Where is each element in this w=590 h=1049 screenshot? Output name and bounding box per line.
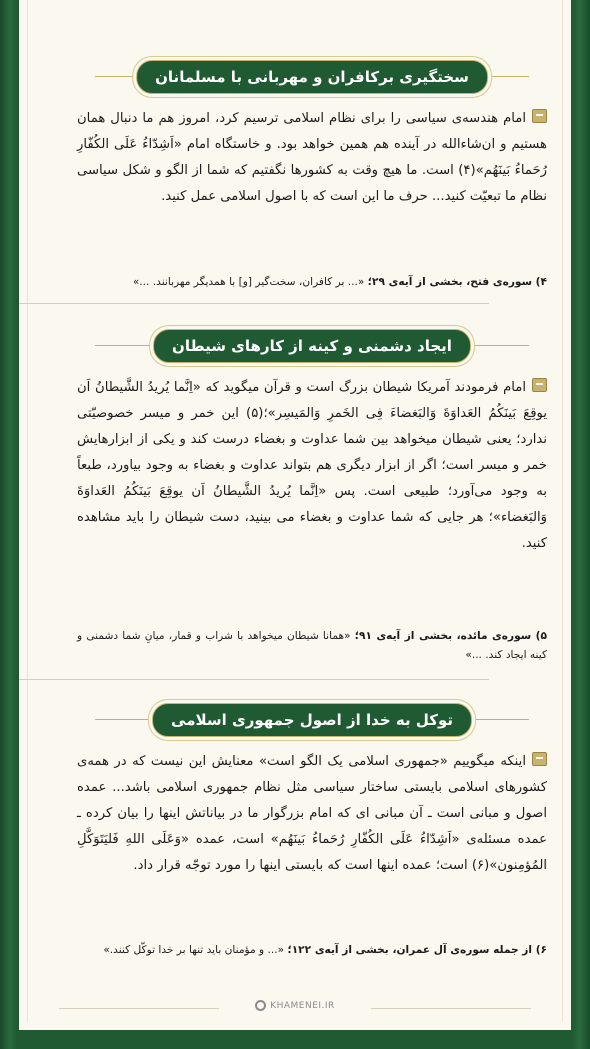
- section-2-text: امام فرمودند آمریکا شیطان بزرگ است و قرآن میگوید که «اِنَّما یُریدُ الشَّیطانُ اَن یوقِعَ بَینَکُمُ العَداوَةَ وَالبَغضاءَ فِی الخَمرِ وَالمَیسِر»؛(۵) این خمر و میسر خصوصیّتی ندارد؛ یعنی شیطان میخواهد بین شما عداوت و بغضاء درست کند و یکی از ابزارهایش خمر و میسر است؛ اگر از ابزار دیگری هم بتواند عداوت و بغضاء به وجود بیاورد، طبعاً به وجود می‌آورد؛ طبیعی است. پس «اِنَّما یُریدُ الشَّیطانُ اَن یوقِعَ بَینَکُمُ العَداوَةَ وَالبَغضاء»؛ هر جایی که شما عداوت و بغضاء می بینید، دست شیطان را باید مشاهده کنید.: [77, 380, 547, 551]
- khamenei-logo-icon: [255, 1000, 266, 1011]
- section-3-footnote: [77, 941, 547, 960]
- section-divider: [19, 679, 489, 680]
- section-3: [77, 703, 547, 993]
- footnote-6-text: «... و مؤمنان باید تنها بر خدا توکّل کنند.»: [103, 944, 288, 956]
- section-divider: [19, 303, 489, 304]
- section-2-footnote: [77, 627, 547, 665]
- content-card: [19, 0, 571, 1030]
- quote-icon: [532, 752, 547, 766]
- footer-rule-right: [371, 1008, 531, 1009]
- footnote-5-text: «همانا شیطان میخواهد با شراب و قمار، میانِ شما دشمنی و کینه ایجاد کند. ...»: [77, 630, 547, 661]
- section-1-header: [77, 60, 547, 94]
- section-1-footnote: [77, 273, 547, 292]
- section-2-title: ایجاد دشمنی و کینه از کارهای شیطان: [153, 329, 471, 363]
- right-border: [570, 0, 590, 1049]
- section-1: [77, 60, 547, 300]
- section-2-body: [77, 375, 547, 557]
- footnote-4-text: «... بر کافران، سخت‌گیر [و] با همدیگر مهربانند. ...»: [132, 276, 368, 288]
- quote-icon: [532, 378, 547, 392]
- section-2: [77, 329, 547, 679]
- footer-rule-left: [59, 1008, 219, 1009]
- section-1-body: [77, 106, 547, 210]
- section-2-header: [77, 329, 547, 363]
- quote-icon: [532, 109, 547, 123]
- footer-site[interactable]: KHAMENEI.IR: [270, 1001, 335, 1011]
- footnote-4-ref: ۴) سوره‌ی فتح، بخشی از آیه‌ی ۲۹؛: [367, 276, 547, 288]
- section-3-text: اینکه میگوییم «جمهوری اسلامی یک الگو است» معنایش این نیست که در همه‌ی کشورهای اسلامی بایستی ساختار سیاسی مثل نظام جمهوری اسلامی باشد... عمده اصول و مبانی است ـ آن مبانی ای که امام بزرگوار ما در بیاناتش اینها را بیان کرده ـ عمده مسئله‌ی «اَشِدّاءُ عَلَی الکُفّارِ رُحَماءُ بَینَهُم» است، عمده «وَعَلَی اللهِ فَلیَتَوَکَّلِ المُؤمِنون»(۶) است؛ عمده اینها است که بایستی اینها را مورد توجّه قرار داد.: [77, 754, 547, 873]
- footer: [19, 1000, 571, 1020]
- section-3-title: توکل به خدا از اصول جمهوری اسلامی: [152, 703, 472, 737]
- footnote-6-ref: ۶) از جمله سوره‌ی آل عمران، بخشی از آیه‌ی ۱۲۲؛: [287, 944, 547, 956]
- footnote-5-ref: ۵) سوره‌ی مائده، بخشی از آیه‌ی ۹۱؛: [354, 630, 547, 642]
- section-3-body: [77, 749, 547, 879]
- section-3-header: [77, 703, 547, 737]
- section-1-title: سختگیری برکافران و مهربانی با مسلمانان: [136, 60, 488, 94]
- section-1-text: امام هندسه‌ی سیاسی را برای نظام اسلامی ترسیم کرد، امروز هم ما دنبال همان هستیم و ان‌شاءالله در آینده هم همین خواهد بود. و خاستگاه امام «اَشِدّاءُ عَلَی الکُفّارِ رُحَماءُ بَینَهُم»(۴) است. ما هیچ وقت به کشورها نگفتیم که شما از الگو و شکل سیاسی نظام ما تبعیّت کنید... حرف ما این است که با اصول اسلامی عمل کنید.: [77, 111, 547, 204]
